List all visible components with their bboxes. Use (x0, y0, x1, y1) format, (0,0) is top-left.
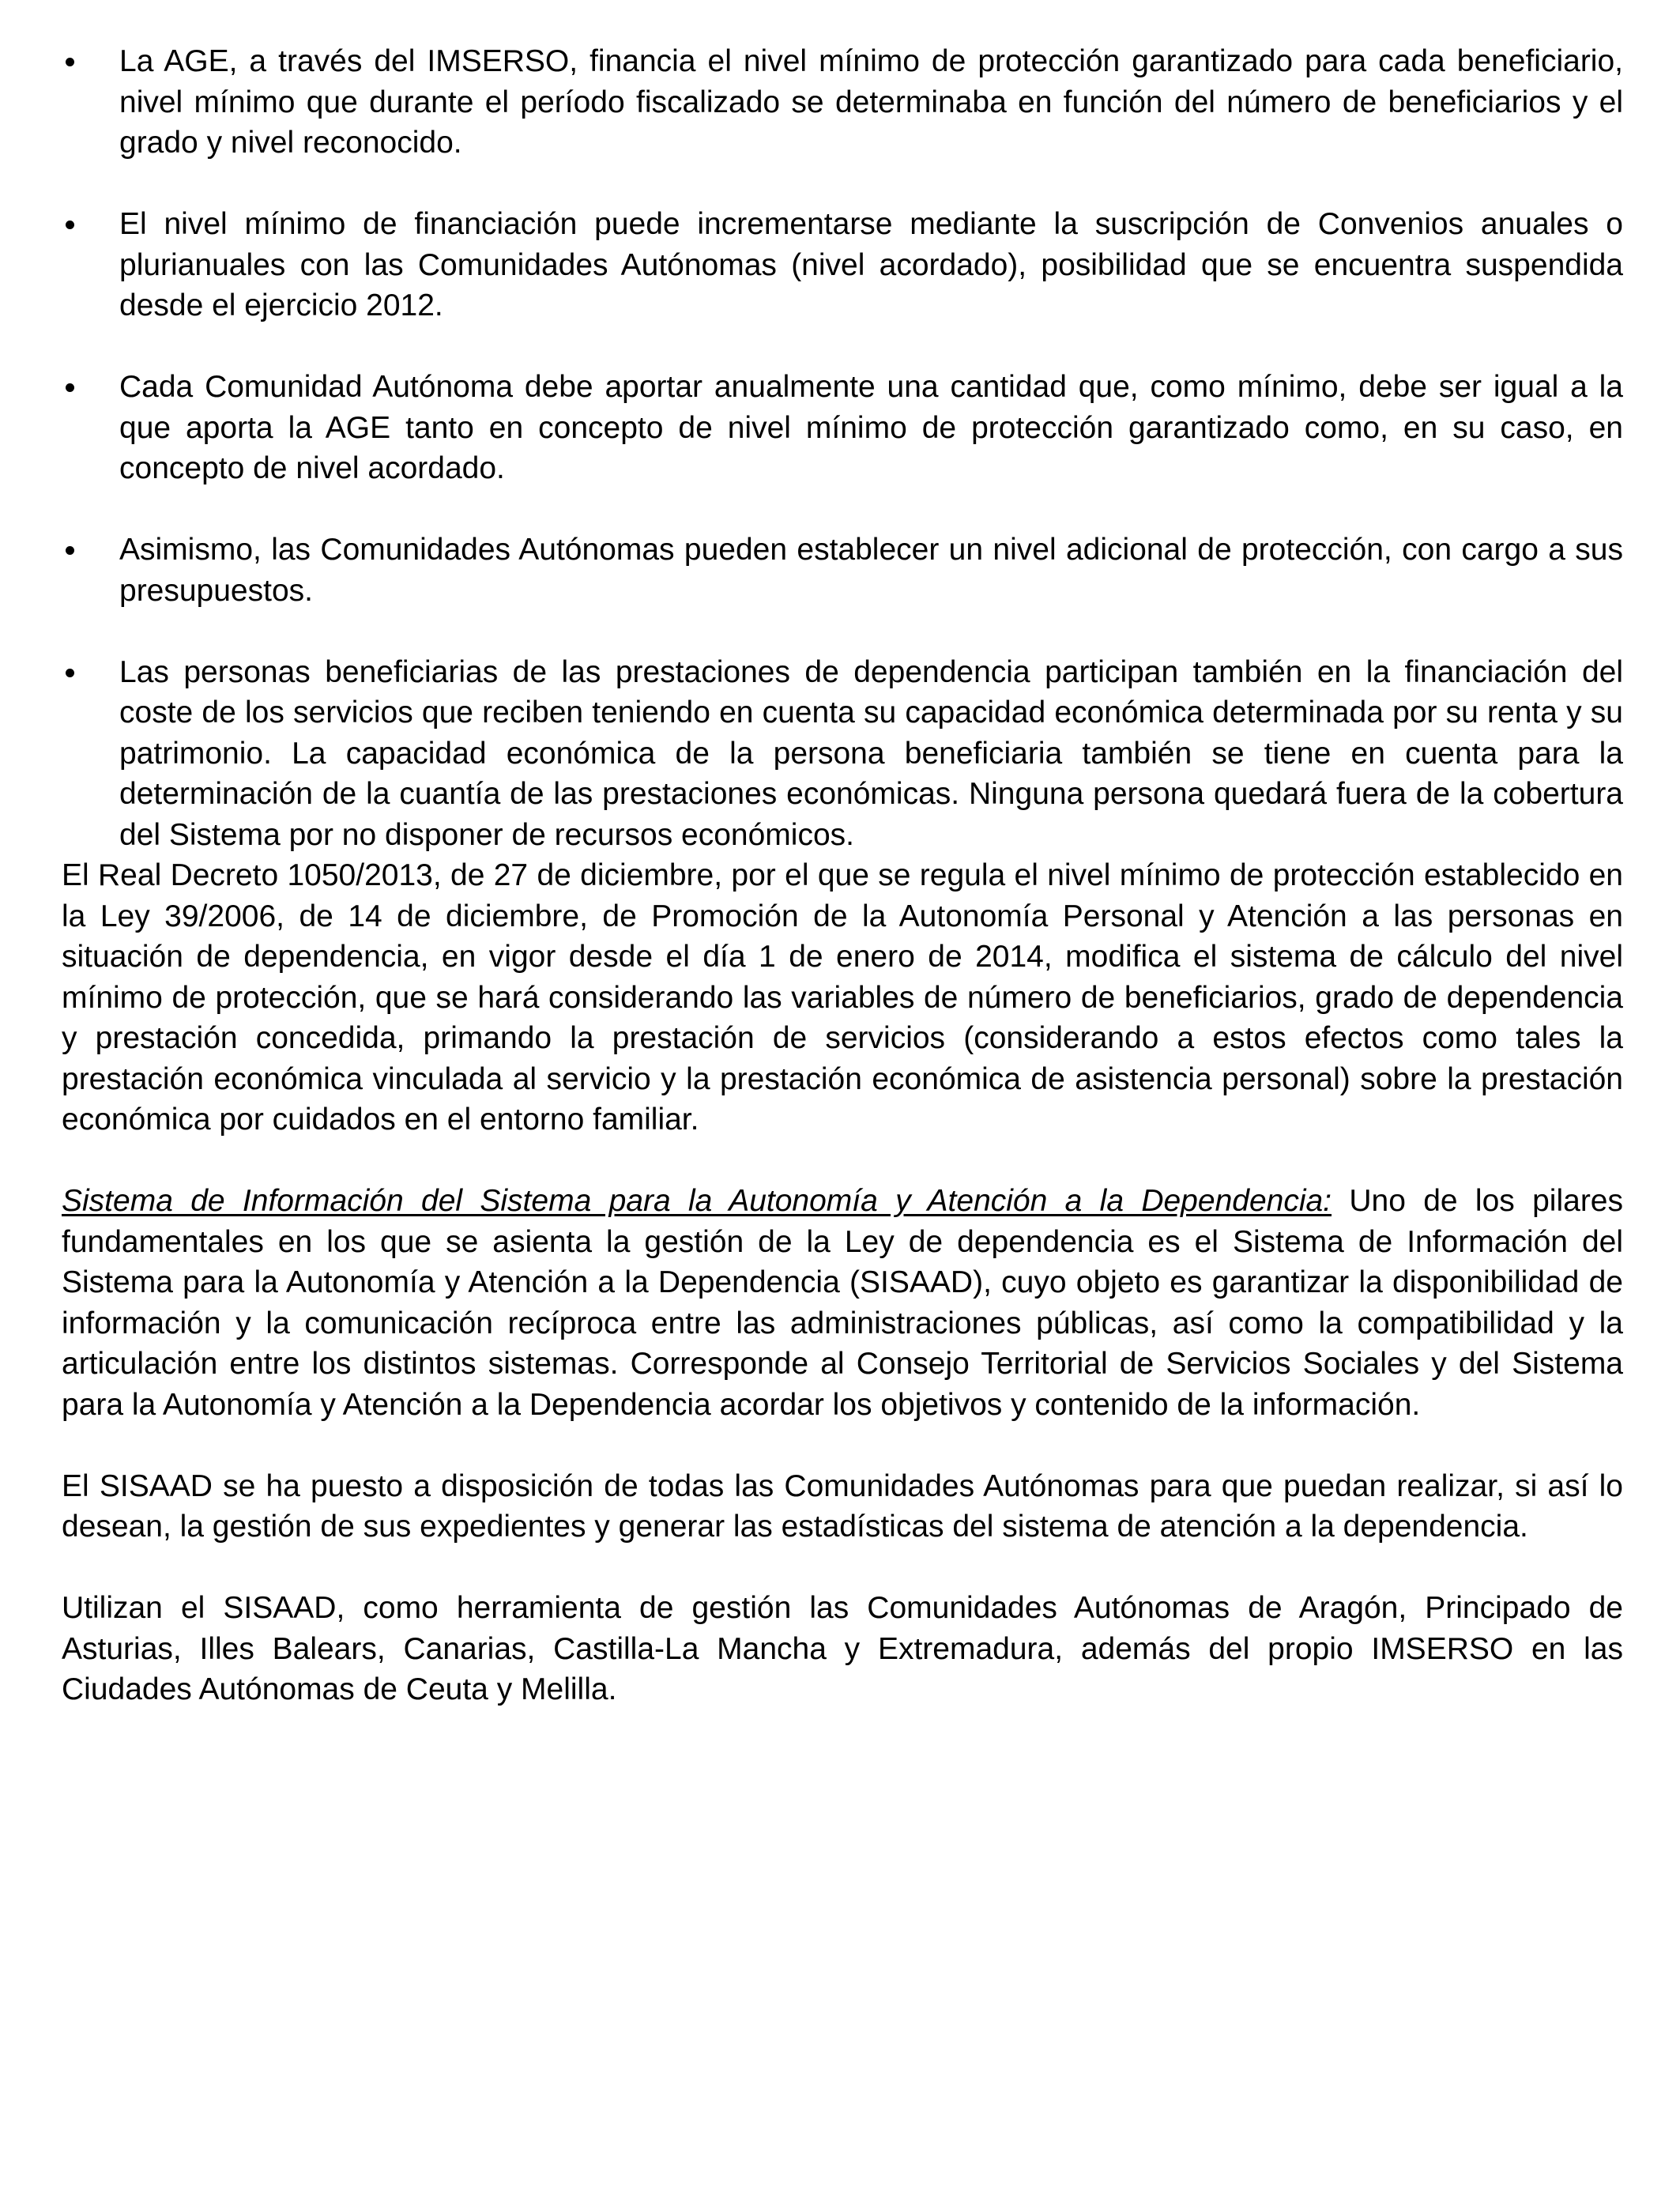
bullet-item-financiacion-age (62, 41, 1623, 164)
bullet-text: El nivel mínimo de financiación puede incrementarse mediante la suscripción de Convenios anuales o plurianuales con las Comunidades Autónomas (nivel acordado), posibilidad que se encuentra suspendida desde el ejercicio 2012. (119, 207, 1623, 322)
document-page (62, 41, 1623, 1751)
bullet-icon (66, 383, 74, 392)
bullet-list (62, 41, 1623, 855)
bullet-text: Las personas beneficiarias de las prestaciones de dependencia participan también en la financiación del coste de los servicios que reciben teniendo en cuenta su capacidad económica determinada por su renta y su patrimonio. La capacidad económica de la persona beneficiaria también se tiene en cuenta para la determinación de la cuantía de las prestaciones económicas. Ninguna persona quedará fuera de la cobertura del Sistema por no disponer de recursos económicos. (119, 654, 1623, 852)
paragraph-sisaad-section (62, 1181, 1623, 1425)
bullet-text: La AGE, a través del IMSERSO, financia el nivel mínimo de protección garantizado para cada beneficiario, nivel mínimo que durante el período fiscalizado se determinaba en función del número de beneficiarios y el grado y nivel reconocido. (119, 44, 1623, 160)
bullet-icon (66, 669, 74, 677)
bullet-text: Cada Comunidad Autónoma debe aportar anualmente una cantidad que, como mínimo, debe ser igual a la que aporta la AGE tanto en concepto de nivel mínimo de protección garantizado como, en su caso, en concepto de nivel acordado. (119, 370, 1623, 485)
bullet-text: Asimismo, las Comunidades Autónomas pueden establecer un nivel adicional de protección, con cargo a sus presupuestos. (119, 533, 1623, 608)
section-body-sisaad: Uno de los pilares fundamentales en los que se asienta la gestión de la Ley de dependencia es el Sistema de Información del Sistema para la Autonomía y Atención a la Dependencia (SISAAD), cuyo objeto es garantizar la disponibilidad de información y la comunicación recíproca entre las administraciones públicas, así como la compatibilidad y la articulación entre los distintos sistemas. Corresponde al Consejo Territorial de Servicios Sociales y del Sistema para la Autonomía y Atención a la Dependencia acordar los objetivos y contenido de la información. (62, 1184, 1623, 1422)
paragraph-sisaad-disposicion: El SISAAD se ha puesto a disposición de todas las Comunidades Autónomas para que puedan realizar, si así lo desean, la gestión de sus expedientes y generar las estadísticas del sistema de atención a la dependencia. (62, 1468, 1623, 1544)
bullet-icon (66, 58, 74, 66)
bullet-icon (66, 546, 74, 555)
bullet-icon (66, 221, 74, 229)
section-heading-sisaad: Sistema de Información del Sistema para la Autonomía y Atención a la Dependencia: (62, 1184, 1332, 1218)
paragraph-real-decreto: El Real Decreto 1050/2013, de 27 de diciembre, por el que se regula el nivel mínimo de protección establecido en la Ley 39/2006, de 14 de diciembre, de Promoción de la Autonomía Personal y Atención a las personas en situación de dependencia, en vigor desde el día 1 de enero de 2014, modifica el sistema de cálculo del nivel mínimo de protección, que se hará considerando las variables de número de beneficiarios, grado de dependencia y prestación concedida, primando la prestación de servicios (considerando a estos efectos como tales la prestación económica vinculada al servicio y la prestación económica de asistencia personal) sobre la prestación económica por cuidados en el entorno familiar. (62, 858, 1623, 1137)
bullet-item-copago-beneficiarios (62, 652, 1623, 856)
bullet-item-aportacion-ccaa (62, 367, 1623, 489)
bullet-item-nivel-acordado (62, 204, 1623, 326)
bullet-item-nivel-adicional (62, 530, 1623, 611)
paragraph-sisaad-usuarios: Utilizan el SISAAD, como herramienta de gestión las Comunidades Autónomas de Aragón, Principado de Asturias, Illes Balears, Canarias, Castilla-La Mancha y Extremadura, además del propio IMSERSO en las Ciudades Autónomas de Ceuta y Melilla. (62, 1591, 1623, 1706)
